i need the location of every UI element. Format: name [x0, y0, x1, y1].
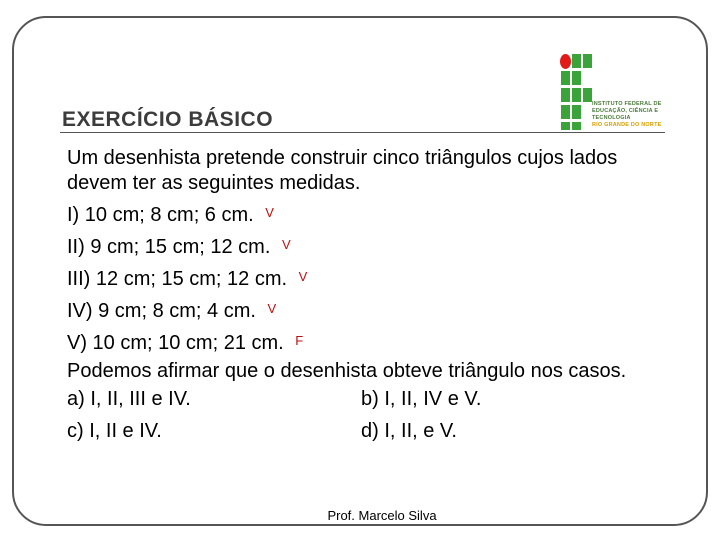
measure-text: V) 10 cm; 10 cm; 21 cm. [67, 331, 284, 354]
option-c: c) I, II e IV. [67, 420, 162, 443]
measure-item [67, 230, 667, 262]
logo-mark-icon [558, 52, 592, 132]
measure-item [67, 262, 667, 294]
footer-author: Prof. Marcelo Silva [327, 508, 437, 523]
measure-text: II) 9 cm; 15 cm; 12 cm. [67, 235, 271, 258]
measure-text: III) 12 cm; 15 cm; 12 cm. [67, 267, 288, 290]
options-row [67, 384, 667, 416]
answer-mark: V [298, 268, 308, 284]
option-a: a) I, II, III e IV. [67, 388, 191, 411]
answer-mark: V [281, 236, 291, 252]
answer-mark: V [265, 205, 274, 220]
measure-item [67, 326, 667, 358]
option-d: d) I, II, e V. [361, 420, 457, 443]
exercise-question: Podemos afirmar que o desenhista obteve triângulo nos casos. [67, 360, 627, 383]
measure-text: IV) 9 cm; 8 cm; 4 cm. [67, 299, 256, 322]
slide-title: EXERCÍCIO BÁSICO [62, 108, 274, 131]
option-b: b) I, II, IV e V. [361, 388, 482, 411]
measure-item [67, 198, 667, 230]
logo-text: INSTITUTO FEDERAL DE EDUCAÇÃO, CIÊNCIA E TECNOLOGIA RIO GRANDE DO NORTE [592, 101, 662, 128]
footer [0, 508, 720, 523]
answer-mark: V [267, 300, 277, 316]
options-row [67, 416, 667, 448]
measure-text: I) 10 cm; 8 cm; 6 cm. [67, 203, 254, 226]
institute-logo [558, 52, 670, 132]
answer-mark: F [295, 332, 304, 348]
exercise-body [67, 146, 667, 448]
exercise-intro: Um desenhista pretende construir cinco triângulos cujos lados devem ter as seguintes medidas. [67, 147, 618, 194]
title-divider [60, 132, 665, 133]
measure-item [67, 294, 667, 326]
